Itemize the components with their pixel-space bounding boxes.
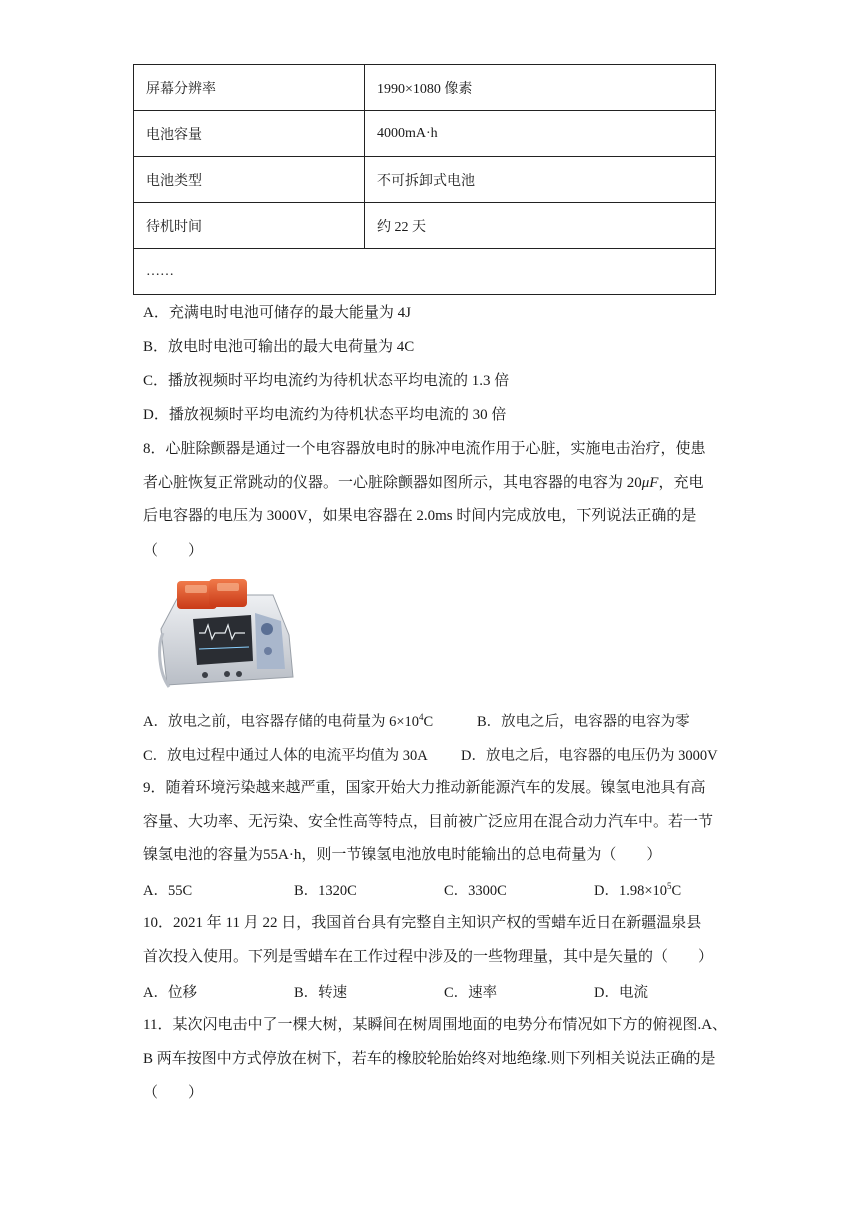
q8-stem-line-1: 8．心脏除颤器是通过一个电容器放电时的脉冲电流作用于心脏，实施电击治疗，使患 bbox=[143, 441, 706, 457]
q9-stem-line-3: 镍氢电池的容量为55A·h，则一节镍氢电池放电时能输出的总电荷量为（ ） bbox=[143, 847, 662, 863]
q9-option-c: C．3300C bbox=[444, 883, 507, 899]
q8-option-a-unit: C bbox=[423, 714, 434, 730]
defibrillator-image bbox=[155, 577, 297, 692]
capacitance-unit: μF bbox=[641, 475, 659, 491]
q8-stem-line-2-text: 者心脏恢复正常跳动的仪器。一心脏除颤器如图所示，其电容器的电容为 20 bbox=[143, 475, 642, 491]
spec-table bbox=[133, 64, 716, 295]
q9-option-d-text: D．1.98×10 bbox=[594, 883, 668, 899]
q9-stem-line-2: 容量、大功率、无污染、安全性高等特点，目前被广泛应用在混合动力汽车中。若一节 bbox=[143, 814, 714, 830]
q9-option-d bbox=[594, 879, 681, 900]
table-cell-key: 电池类型 bbox=[134, 157, 365, 203]
q8-option-d: D．放电之后，电容器的电压仍为 3000V bbox=[461, 748, 718, 764]
table-cell-value: 不可拆卸式电池 bbox=[365, 157, 716, 203]
table-cell-value: 4000mA·h bbox=[365, 111, 716, 157]
q9-option-b: B．1320C bbox=[294, 883, 357, 899]
q8-option-b: B．放电之后，电容器的电容为零 bbox=[477, 714, 690, 730]
q11-stem-line-3: （ ） bbox=[143, 1085, 204, 1101]
table-row bbox=[134, 65, 716, 111]
q8-stem-line-4: （ ） bbox=[143, 543, 204, 559]
device-screen bbox=[193, 615, 253, 665]
table-row bbox=[134, 203, 716, 249]
q10-stem-line-2: 首次投入使用。下列是雪蜡车在工作过程中涉及的一些物理量，其中是矢量的（ ） bbox=[143, 949, 714, 965]
q8-stem-line-3: 后电容器的电压为 3000V，如果电容器在 2.0ms 时间内完成放电，下列说法正确的是 bbox=[143, 508, 697, 524]
control-panel bbox=[255, 613, 285, 669]
q7-option-c: C．播放视频时平均电流约为待机状态平均电流的 1.3 倍 bbox=[143, 373, 510, 389]
table-cell-ellipsis: …… bbox=[134, 249, 716, 295]
q8-option-c: C．放电过程中通过人体的电流平均值为 30A bbox=[143, 748, 428, 764]
q11-stem-line-2: B 两车按图中方式停放在树下，若车的橡胶轮胎始终对地绝缘.则下列相关说法正确的是 bbox=[143, 1051, 716, 1067]
q8-option-a-text: A．放电之前，电容器存储的电荷量为 6×10 bbox=[143, 714, 420, 730]
q10-option-a: A．位移 bbox=[143, 985, 197, 1001]
q8-option-a-exponent: 4 bbox=[419, 712, 424, 722]
q10-option-c: C．速率 bbox=[444, 985, 498, 1001]
q8-stem-line-2 bbox=[143, 473, 703, 493]
q10-stem-line-1: 10．2021 年 11 月 22 日，我国首台具有完整自主知识产权的雪蜡车近日在新疆温泉县 bbox=[143, 915, 702, 931]
q7-option-a: A．充满电时电池可储存的最大能量为 4J bbox=[143, 305, 411, 321]
q9-stem-line-1: 9．随着环境污染越来越严重，国家开始大力推动新能源汽车的发展。镍氢电池具有高 bbox=[143, 780, 706, 796]
table-row bbox=[134, 111, 716, 157]
table-cell-value: 1990×1080 像素 bbox=[365, 65, 716, 111]
q10-option-d: D．电流 bbox=[594, 985, 648, 1001]
q10-option-b: B．转速 bbox=[294, 985, 348, 1001]
q9-option-d-exponent: 5 bbox=[667, 881, 672, 891]
table-row bbox=[134, 249, 716, 295]
q8-stem-line-2-end: ，充电 bbox=[658, 475, 704, 491]
table-cell-key: 屏幕分辨率 bbox=[134, 65, 365, 111]
q9-option-a: A．55C bbox=[143, 883, 193, 899]
table-cell-key: 电池容量 bbox=[134, 111, 365, 157]
q11-stem-line-1: 11．某次闪电击中了一棵大树，某瞬间在树周围地面的电势分布情况如下方的俯视图.A、 bbox=[143, 1017, 728, 1033]
table-row bbox=[134, 157, 716, 203]
q8-option-a bbox=[143, 710, 433, 731]
q7-option-b: B．放电时电池可输出的最大电荷量为 4C bbox=[143, 339, 415, 355]
table-cell-value: 约 22 天 bbox=[365, 203, 716, 249]
table-cell-key: 待机时间 bbox=[134, 203, 365, 249]
q7-option-d: D．播放视频时平均电流约为待机状态平均电流的 30 倍 bbox=[143, 407, 507, 423]
q9-option-d-unit: C bbox=[671, 883, 682, 899]
